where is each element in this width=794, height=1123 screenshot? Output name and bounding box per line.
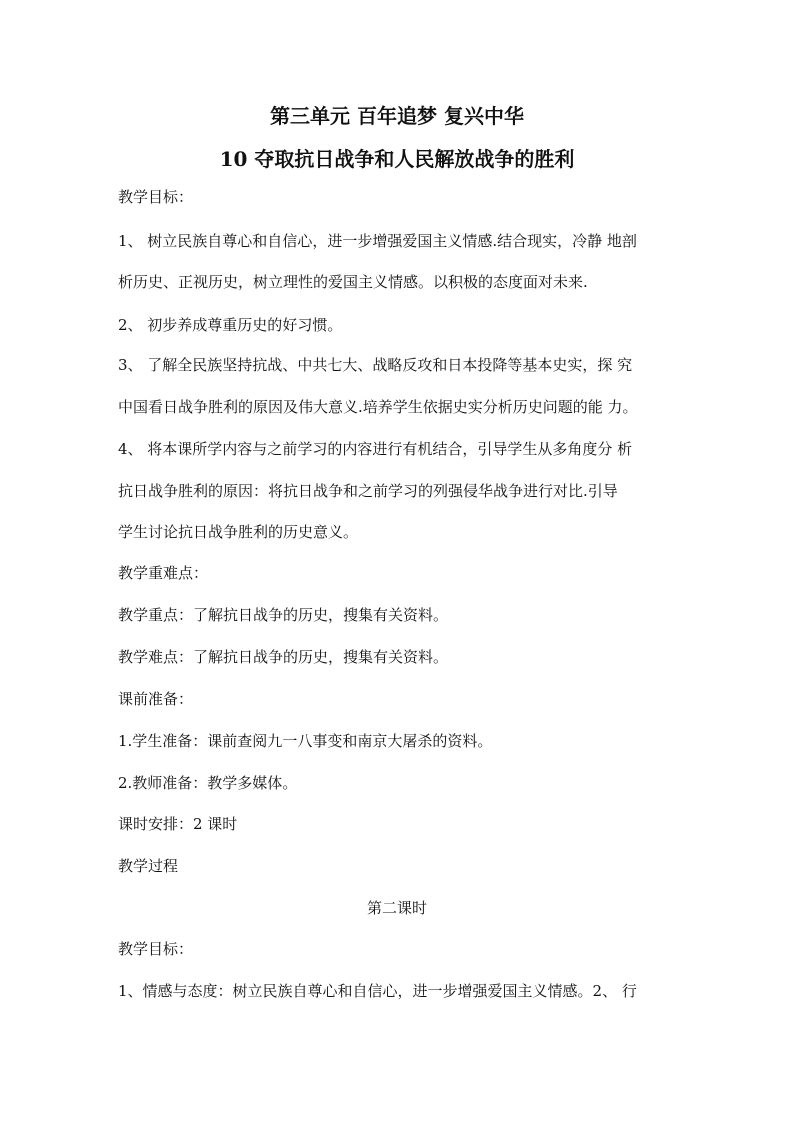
text-line: 3、 了解全民族坚持抗战、中共七大、战略反攻和日本投降等基本史实，探 究 — [118, 356, 633, 374]
text-line: 1.学生准备：课前查阅九一八事变和南京大屠杀的资料。 — [118, 732, 493, 750]
text-line: 课前准备： — [118, 690, 194, 708]
text-line: 教学重难点： — [118, 564, 209, 582]
text-line: 学生讨论抗日战争胜利的历史意义。 — [118, 523, 359, 541]
text-line: 教学目标： — [118, 940, 194, 958]
text-line: 2.教师准备：教学多媒体。 — [118, 774, 298, 792]
text-line: 抗日战争胜利的原因：将抗日战争和之前学习的列强侵华战争进行对比.引导 — [118, 482, 618, 500]
text-line: 课时安排：2 课时 — [118, 815, 238, 833]
section-heading: 第二课时 — [366, 899, 427, 917]
text-line: 1、 树立民族自尊心和自信心，进一步增强爱国主义情感.结合现实，冷静 地剖 — [118, 232, 637, 250]
text-line: 中国看日战争胜利的原因及伟大意义.培养学生依据史实分析历史问题的能 力。 — [118, 398, 638, 416]
text-line: 1、情感与态度：树立民族自尊心和自信心，进一步增强爱国主义情感。2、 行 — [118, 982, 637, 1000]
text-line: 教学目标： — [118, 188, 194, 206]
text-line: 4、 将本课所学内容与之前学习的内容进行有机结合，引导学生从多角度分 析 — [118, 440, 633, 458]
unit-title: 第三单元 百年追梦 复兴中华 — [270, 104, 524, 128]
text-line: 教学重点：了解抗日战争的历史，搜集有关资料。 — [118, 606, 449, 624]
lesson-title: 10 夺取抗日战争和人民解放战争的胜利 — [219, 147, 575, 171]
text-line: 析历史、正视历史，树立理性的爱国主义情感。以积极的态度面对未来. — [118, 273, 588, 291]
text-line: 2、 初步养成尊重历史的好习惯。 — [118, 316, 343, 334]
text-line: 教学难点：了解抗日战争的历史，搜集有关资料。 — [118, 648, 449, 666]
text-line: 教学过程 — [118, 857, 179, 875]
